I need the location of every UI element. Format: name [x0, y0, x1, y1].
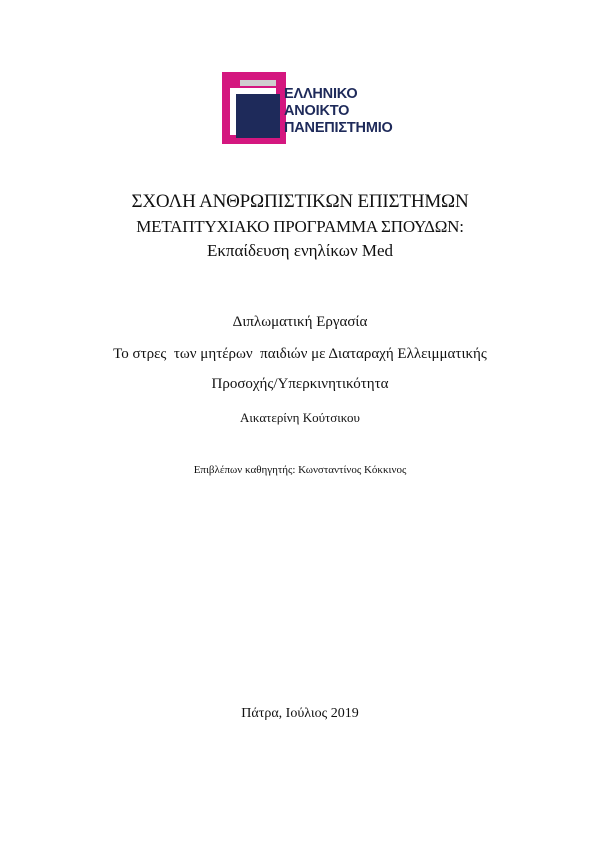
school-name: ΣΧΟΛΗ ΑΝΘΡΩΠΙΣΤΙΚΩΝ ΕΠΙΣΤΗΜΩΝ: [131, 191, 469, 212]
logo-line-2: ΑΝΟΙΚΤΟ: [284, 103, 350, 119]
logo-line-1: ΕΛΛΗΝΙΚΟ: [284, 86, 358, 102]
logo-line-3: ΠΑΝΕΠΙΣΤΗΜΙΟ: [284, 120, 393, 136]
place-and-date: Πάτρα, Ιούλιος 2019: [241, 706, 359, 721]
thesis-title-line-2: Προσοχής/Υπερκινητικότητα: [211, 376, 389, 392]
author-name: Αικατερίνη Κούτσικου: [240, 410, 360, 425]
document-type: Διπλωματική Εργασία: [232, 314, 368, 330]
logo-wordmark: [284, 86, 393, 137]
program-name: ΜΕΤΑΠΤΥΧΙΑΚΟ ΠΡΟΓΡΑΜΜΑ ΣΠΟΥΔΩΝ:: [136, 217, 464, 236]
supervisor: Επιβλέπων καθηγητής: Κωνσταντίνος Κόκκινος: [193, 464, 407, 476]
thesis-title-line-1: Το στρες των μητέρων παιδιών με Διαταραχή Ελλειμματικής: [113, 346, 487, 362]
university-logo: [222, 72, 412, 144]
specialization: Εκπαίδευση ενηλίκων Med: [206, 241, 394, 260]
university-emblem-icon: [222, 72, 286, 144]
